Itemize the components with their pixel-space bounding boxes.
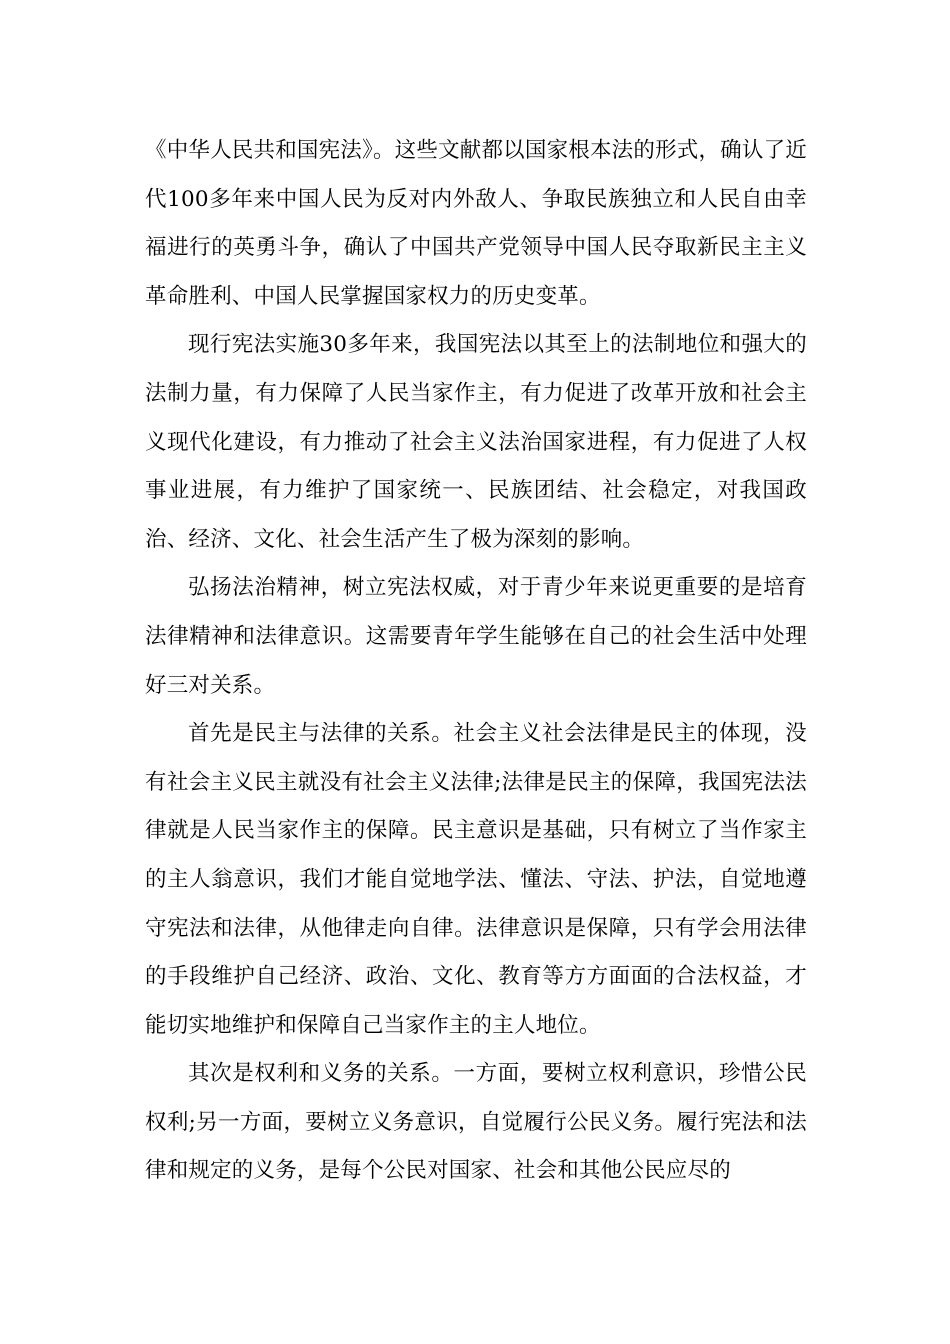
paragraph-continued: 《中华人民共和国宪法》。这些文献都以国家根本法的形式，确认了近代100多年来中国人民为反对内外敌人、争取民族独立和人民自由幸福进行的英勇斗争，确认了中国共产党领导中国人民夺取新民主主义革命胜利、中国人民掌握国家权力的历史变革。 <box>145 138 807 309</box>
document-body <box>145 127 807 1196</box>
paragraph-rule-of-law-spirit: 弘扬法治精神，树立宪法权威，对于青少年来说更重要的是培育法律精神和法律意识。这需要青年学生能够在自己的社会生活中处理好三对关系。 <box>145 575 807 698</box>
paragraph-constitution-implementation: 现行宪法实施30多年来，我国宪法以其至上的法制地位和强大的法制力量，有力保障了人民当家作主，有力促进了改革开放和社会主义现代化建设，有力推动了社会主义法治国家进程，有力促进了人权事业进展，有力维护了国家统一、民族团结、社会稳定，对我国政治、经济、文化、社会生活产生了极为深刻的影响。 <box>145 332 807 552</box>
paragraph-democracy-and-law: 首先是民主与法律的关系。社会主义社会法律是民主的体现，没有社会主义民主就没有社会主义法律;法律是民主的保障，我国宪法法律就是人民当家作主的保障。民主意识是基础，只有树立了当作家主的主人翁意识，我们才能自觉地学法、懂法、守法、护法，自觉地遵守宪法和法律，从他律走向自律。法律意识是保障，只有学会用法律的手段维护自己经济、政治、文化、教育等方方面面的合法权益，才能切实地维护和保障自己当家作主的主人地位。 <box>145 721 807 1038</box>
paragraph-rights-and-obligations: 其次是权利和义务的关系。一方面，要树立权利意识，珍惜公民权利;另一方面，要树立义务意识，自觉履行公民义务。履行宪法和法律和规定的义务，是每个公民对国家、社会和其他公民应尽的 <box>145 1061 807 1184</box>
